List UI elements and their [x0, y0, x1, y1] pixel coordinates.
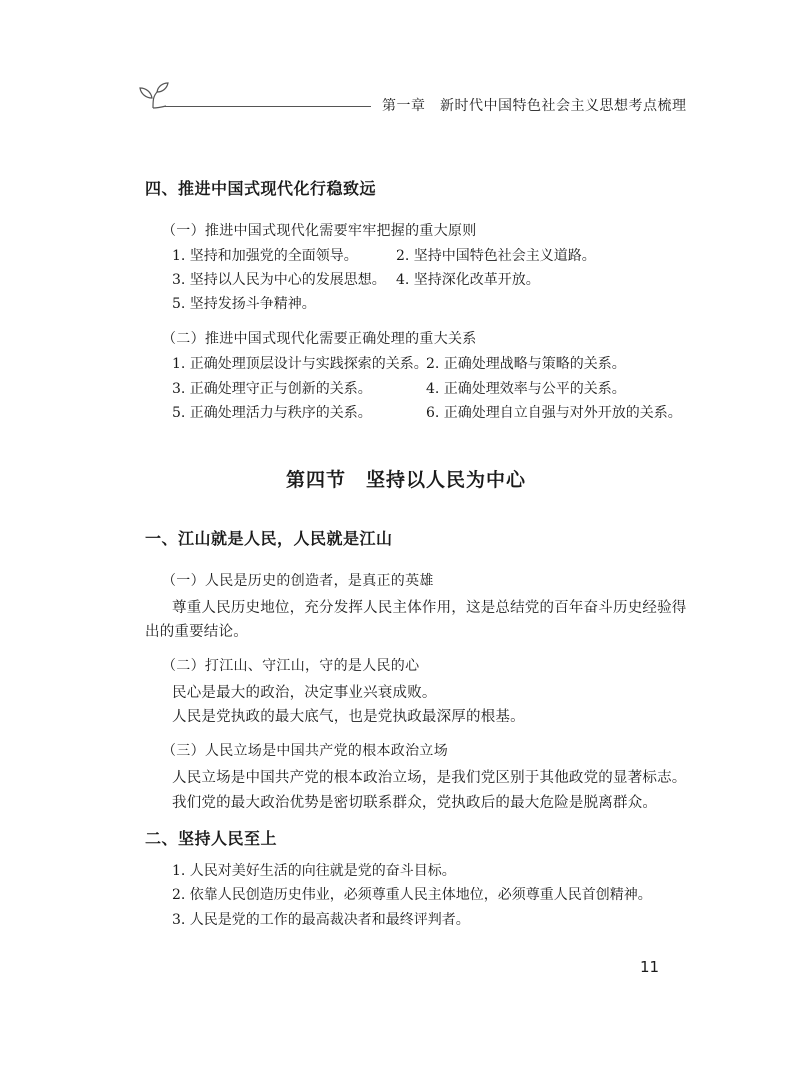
heading-s4-part1-sub2: （二）打江山、守江山，守的是人民的心 — [162, 658, 420, 674]
list-item: 1. 人民对美好生活的向往就是党的奋斗目标。 — [172, 863, 456, 879]
section-title: 第四节 坚持以人民为中心 — [286, 469, 527, 491]
list-item: 3. 人民是党的工作的最高裁决者和最终评判者。 — [172, 912, 470, 928]
paragraph-line: 尊重人民历史地位，充分发挥人民主体作用，这是总结党的百年奋斗历史经验得 — [172, 600, 687, 616]
paragraph-line: 人民是党执政的最大底气，也是党执政最深厚的根基。 — [172, 709, 525, 725]
heading-s4-part1-sub1: （一）人民是历史的创造者，是真正的英雄 — [162, 573, 434, 589]
list-item: 3. 坚持以人民为中心的发展思想。 — [172, 272, 386, 288]
heading-part4-sub2: （二）推进中国式现代化需要正确处理的重大关系 — [162, 331, 477, 347]
list-item: 4. 正确处理效率与公平的关系。 — [426, 381, 626, 397]
list-item: 1. 坚持和加强党的全面领导。 — [172, 248, 358, 264]
header-rule — [163, 106, 371, 107]
paragraph-line: 我们党的最大政治优势是密切联系群众，党执政后的最大危险是脱离群众。 — [172, 795, 658, 811]
list-item: 5. 正确处理活力与秩序的关系。 — [172, 405, 372, 421]
heading-part4-sub1: （一）推进中国式现代化需要牢牢把握的重大原则 — [162, 223, 477, 239]
page-number: 11 — [640, 958, 660, 976]
heading-s4-part1-sub3: （三）人民立场是中国共产党的根本政治立场 — [162, 743, 448, 759]
heading-part4: 四、推进中国式现代化行稳致远 — [145, 179, 377, 198]
chapter-header-title: 第一章 新时代中国特色社会主义思想考点梳理 — [382, 98, 687, 114]
list-item: 6. 正确处理自立自强与对外开放的关系。 — [426, 405, 682, 421]
paragraph-line: 人民立场是中国共产党的根本政治立场，是我们党区别于其他政党的显著标志。 — [172, 770, 687, 786]
paragraph-line: 民心是最大的政治，决定事业兴衰成败。 — [172, 685, 437, 701]
heading-s4-part2: 二、坚持人民至上 — [145, 829, 278, 848]
list-item: 2. 依靠人民创造历史伟业，必须尊重人民主体地位，必须尊重人民首创精神。 — [172, 887, 652, 903]
paragraph-line: 出的重要结论。 — [145, 624, 248, 640]
list-item: 1. 正确处理顶层设计与实践探索的关系。 — [172, 356, 428, 372]
list-item: 3. 正确处理守正与创新的关系。 — [172, 381, 372, 397]
list-item: 2. 正确处理战略与策略的关系。 — [426, 356, 626, 372]
heading-s4-part1: 一、江山就是人民，人民就是江山 — [145, 529, 393, 548]
list-item: 2. 坚持中国特色社会主义道路。 — [396, 248, 596, 264]
list-item: 5. 坚持发扬斗争精神。 — [172, 296, 316, 312]
list-item: 4. 坚持深化改革开放。 — [396, 272, 540, 288]
